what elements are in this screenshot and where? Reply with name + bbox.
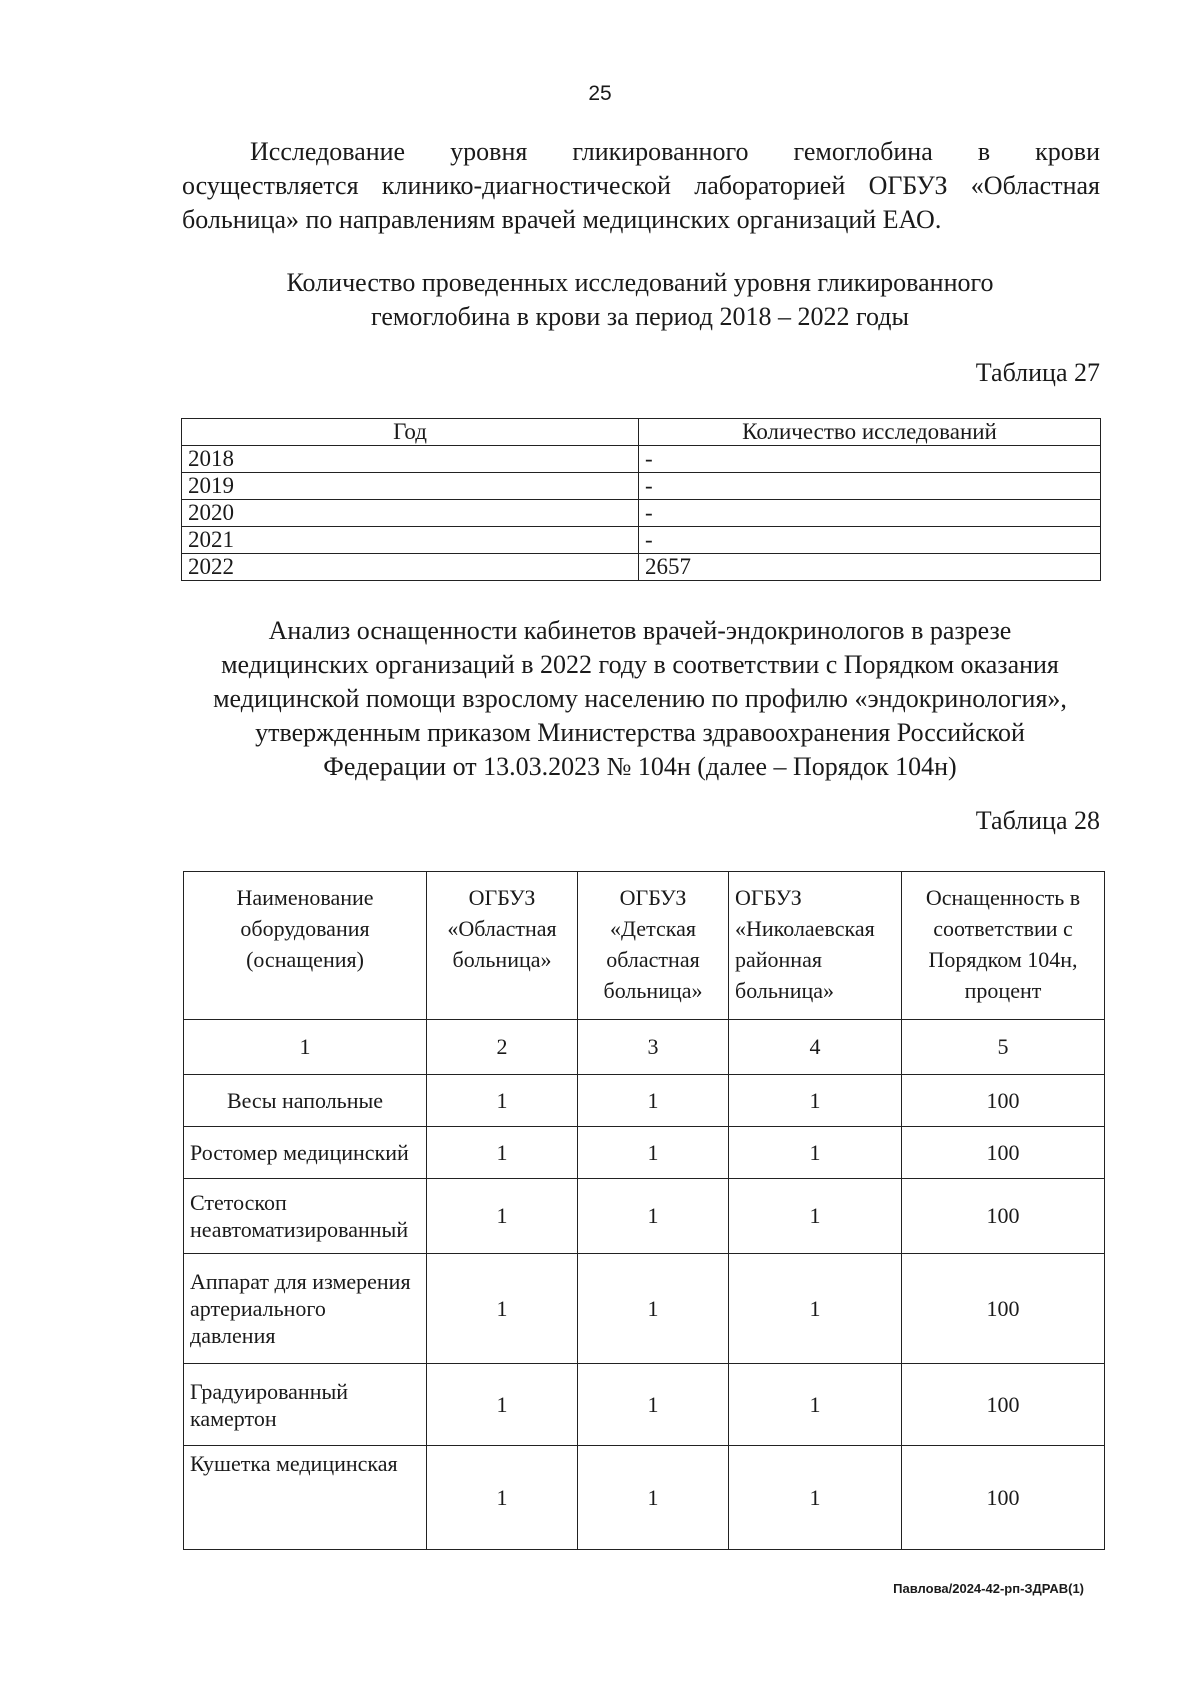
table-cell: 100	[902, 1179, 1105, 1254]
page-number: 25	[588, 82, 612, 105]
table-row	[184, 1446, 1105, 1550]
table-cell: 100	[902, 1127, 1105, 1179]
equipment-name	[184, 1127, 427, 1179]
column-number: 1	[184, 1020, 427, 1075]
table-header	[729, 872, 902, 1020]
table-row	[184, 1075, 1105, 1127]
table-cell: -	[639, 473, 1101, 500]
table-row	[182, 500, 1101, 527]
table-cell: 2019	[182, 473, 639, 500]
name-line: Весы напольные	[226, 1088, 384, 1113]
header-line: больница»	[452, 947, 552, 972]
table-row	[182, 527, 1101, 554]
heading-line: медицинской помощи взрослому населению по профилю «эндокринология»,	[213, 684, 1067, 713]
table-cell: 1	[578, 1075, 729, 1127]
table-cell: 1	[578, 1446, 729, 1550]
table-cell: 1	[578, 1127, 729, 1179]
table-cell: 1	[729, 1364, 902, 1446]
name-line: артериального	[190, 1296, 326, 1321]
name-line: неавтоматизированный	[190, 1217, 409, 1242]
header-line: Наименование	[236, 885, 374, 910]
header-line: областная	[606, 947, 700, 972]
equipment-name	[184, 1446, 427, 1550]
column-number: 3	[578, 1020, 729, 1075]
paragraph-line: больница» по направлениям врачей медицинских организаций ЕАО.	[182, 205, 942, 234]
table-cell: 100	[902, 1254, 1105, 1364]
header-line: соответствии с	[933, 916, 1073, 941]
header-line: «Николаевская	[735, 916, 875, 941]
table-cell: 1	[427, 1127, 578, 1179]
table-row	[182, 554, 1101, 581]
table28	[183, 871, 1105, 1550]
header-line: Оснащенность в	[925, 885, 1081, 910]
table-cell: 1	[427, 1179, 578, 1254]
document-footer-code: Павлова/2024-42-рп-ЗДРАВ(1)	[893, 1581, 1084, 1596]
table-cell: -	[639, 500, 1101, 527]
table-row	[184, 1254, 1105, 1364]
table-header	[578, 872, 729, 1020]
table-cell: 2020	[182, 500, 639, 527]
header-line: больница»	[735, 978, 834, 1003]
table-cell: -	[639, 527, 1101, 554]
table-cell: 2022	[182, 554, 639, 581]
table-cell: 1	[729, 1446, 902, 1550]
name-line: камертон	[190, 1405, 277, 1431]
heading-line: Количество проведенных исследований уровня гликированного	[286, 268, 994, 297]
header-line: ОГБУЗ	[735, 885, 802, 910]
heading-line: медицинских организаций в 2022 году в соответствии с Порядком оказания	[221, 650, 1059, 679]
table-cell: 1	[729, 1127, 902, 1179]
table-cell: 100	[902, 1364, 1105, 1446]
name-line: Ростомер медицинский	[190, 1140, 409, 1165]
name-line: Аппарат для измерения	[190, 1269, 411, 1294]
paragraph-line: осуществляется клинико-диагностической лабораторией ОГБУЗ «Областная	[182, 171, 1100, 200]
table-cell: 1	[427, 1254, 578, 1364]
header-line: (оснащения)	[246, 947, 364, 972]
table-header: Год	[182, 419, 639, 446]
table-cell: 100	[902, 1446, 1105, 1550]
table28-caption: Таблица 28	[975, 806, 1100, 835]
table28-heading	[0, 614, 1200, 784]
equipment-name	[184, 1179, 427, 1254]
header-line: ОГБУЗ	[619, 885, 687, 910]
table-header	[184, 872, 427, 1020]
table27-heading	[0, 266, 1200, 334]
table27-caption: Таблица 27	[975, 358, 1100, 387]
equipment-name	[184, 1364, 427, 1446]
column-number: 2	[427, 1020, 578, 1075]
name-line: Стетоскоп	[190, 1190, 287, 1215]
table-header	[902, 872, 1105, 1020]
table-cell: 2018	[182, 446, 639, 473]
table-row	[182, 473, 1101, 500]
table-cell: 1	[729, 1179, 902, 1254]
table-cell: 1	[427, 1364, 578, 1446]
table-row	[184, 1127, 1105, 1179]
column-number: 4	[729, 1020, 902, 1075]
table-row	[184, 1364, 1105, 1446]
table-cell: 1	[427, 1446, 578, 1550]
header-line: процент	[964, 978, 1042, 1003]
name-line: Градуированный	[190, 1378, 349, 1404]
name-line: Кушетка медицинская	[190, 1451, 398, 1476]
table-cell: 2657	[639, 554, 1101, 581]
table-cell: 1	[578, 1364, 729, 1446]
table-row	[184, 1179, 1105, 1254]
heading-line: гемоглобина в крови за период 2018 – 2022 годы	[371, 302, 909, 331]
table-cell: 2021	[182, 527, 639, 554]
table27	[181, 418, 1101, 581]
header-line: ОГБУЗ	[468, 885, 536, 910]
name-line: давления	[190, 1323, 276, 1348]
table-header: Количество исследований	[639, 419, 1101, 446]
paragraph-line: Исследование уровня гликированного гемоглобина в крови	[250, 137, 1100, 166]
table-cell: 1	[729, 1254, 902, 1364]
table-cell: 1	[578, 1179, 729, 1254]
header-line: больница»	[603, 978, 703, 1003]
table-header	[427, 872, 578, 1020]
heading-line: утвержденным приказом Министерства здравоохранения Российской	[255, 718, 1025, 747]
table-cell: 1	[729, 1075, 902, 1127]
table-row	[182, 446, 1101, 473]
table-cell: 100	[902, 1075, 1105, 1127]
column-number: 5	[902, 1020, 1105, 1075]
header-line: «Детская	[610, 916, 696, 941]
column-number-row	[184, 1020, 1105, 1075]
heading-line: Анализ оснащенности кабинетов врачей-эндокринологов в разрезе	[268, 616, 1012, 645]
equipment-name	[184, 1254, 427, 1364]
table-cell: -	[639, 446, 1101, 473]
intro-paragraph	[182, 135, 1100, 237]
header-line: оборудования	[240, 916, 370, 941]
header-line: районная	[735, 947, 822, 972]
header-line: «Областная	[447, 916, 557, 941]
heading-line: Федерации от 13.03.2023 № 104н (далее – Порядок 104н)	[323, 752, 957, 781]
header-line: Порядком 104н,	[928, 947, 1078, 972]
table-cell: 1	[427, 1075, 578, 1127]
table-cell: 1	[578, 1254, 729, 1364]
equipment-name	[184, 1075, 427, 1127]
